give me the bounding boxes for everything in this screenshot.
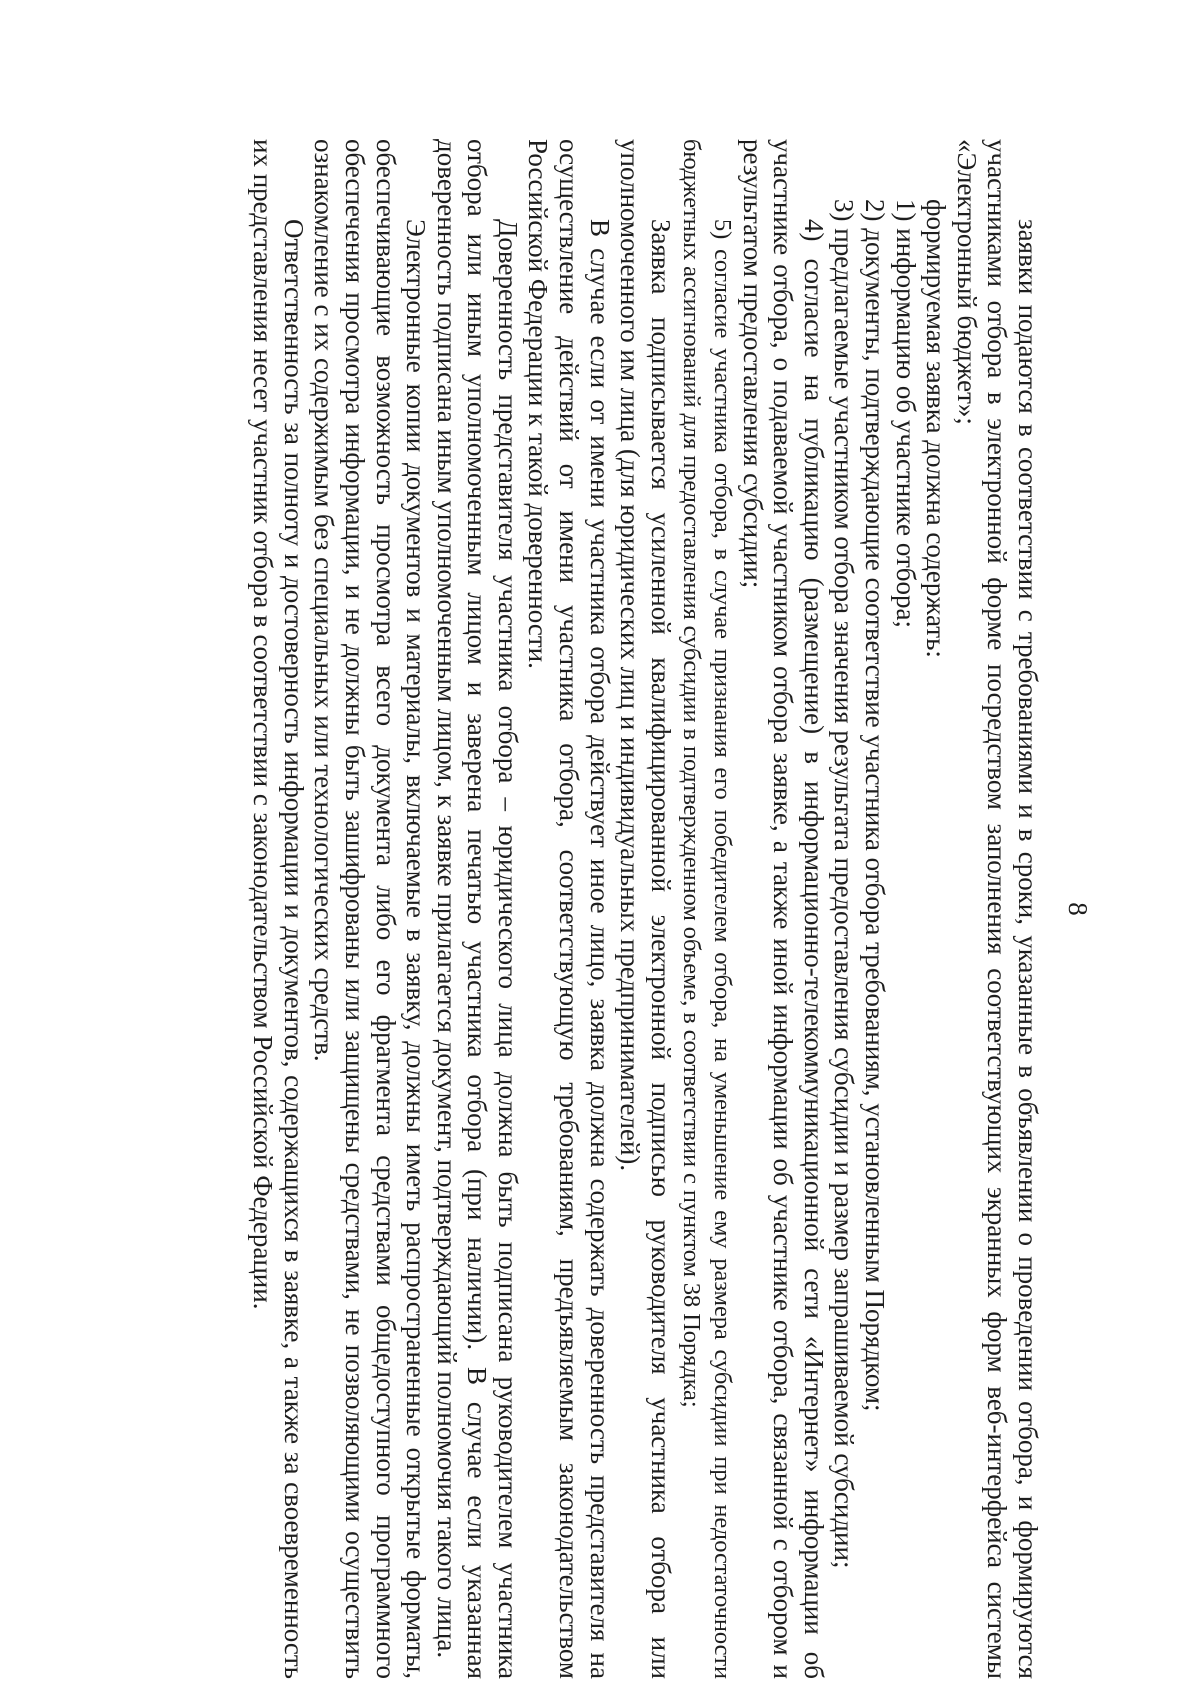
list-item-5: 5) согласие участника отбора, в случае признания его победителем отбора, на уменьшение ему размера субсидии при недостаточности бюджетных ассигнований для предоставления субсидии в подтвержденном объеме, в соответствии с пунктом 38 Порядка; [678,139,737,1679]
page-number: 8 [1063,902,1093,916]
paragraph-application-contents-intro: формируемая заявка должна содержать: [921,199,952,658]
list-item-4: 4) согласие на публикацию (размещение) в информационно-телекоммуникационной сети «Интернет» информации об участнике отбора, о подаваемой участником отбора заявке, а также иной информации об участнике отбора, связанной с отбором и результатом предоставления субсидии; [737,139,829,1679]
list-item-3: 3) предлагаемые участником отбора значения результата предоставления субсидии и размер запрашиваемой субсидии; [829,199,860,1569]
paragraph-responsibility: Ответственность за полноту и достоверность информации и документов, содержащихся в заявке, а также за своевременность их представления несет участник отбора в соответствии с законодательством Российской Федерации. [248,139,309,1679]
list-item-2: 2) документы, подтверждающие соответствие участника отбора требованиям, установленным Порядком; [860,199,891,1412]
paragraph-application-submission: заявки подаются в соответствии с требованиями и в сроки, указанные в объявлении о проведении отбора, и формируются участниками отбора в электронной форме посредством заполнения соответствующих экранных форм веб-интерфейса системы «Электронный бюджет»; [951,139,1043,1679]
paragraph-electronic-copies: Электронные копии документов и материалы, включаемые в заявку, должны иметь распространенные открытые форматы, обеспечивающие возможность просмотра всего документа либо его фрагмента средствами общедоступного программного обеспечения просмотра информации, и не должны быть зашифрованы или защищены средствами, не позволяющими осуществить ознакомление с их содержимым без специальных или технологических средств. [309,139,432,1679]
paragraph-signature: Заявка подписывается усиленной квалифицированной электронной подписью руководителя участника отбора или уполномоченного им лица (для юридических лиц и индивидуальных предпринимателей). [615,139,676,1679]
rotated-document-content [113,139,1093,1679]
paragraph-representative: В случае если от имени участника отбора действует иное лицо, заявка должна содержать доверенность представителя на осуществление действий от имени участника отбора, соответствующую требованиям, предъявляемым законодательством Российской Федерации к такой доверенности. [523,139,615,1679]
document-body [248,139,1043,1679]
list-item-1: 1) информацию об участнике отбора; [890,199,921,629]
paragraph-power-of-attorney: Доверенность представителя участника отбора – юридического лица должна быть подписана руководителем участника отбора или иным уполномоченным лицом и заверена печатью участника отбора (при наличии). В случае если указанная доверенность подписана иным уполномоченным лицом, к заявке прилагается документ, подтверждающий полномочия такого лица. [431,139,523,1679]
